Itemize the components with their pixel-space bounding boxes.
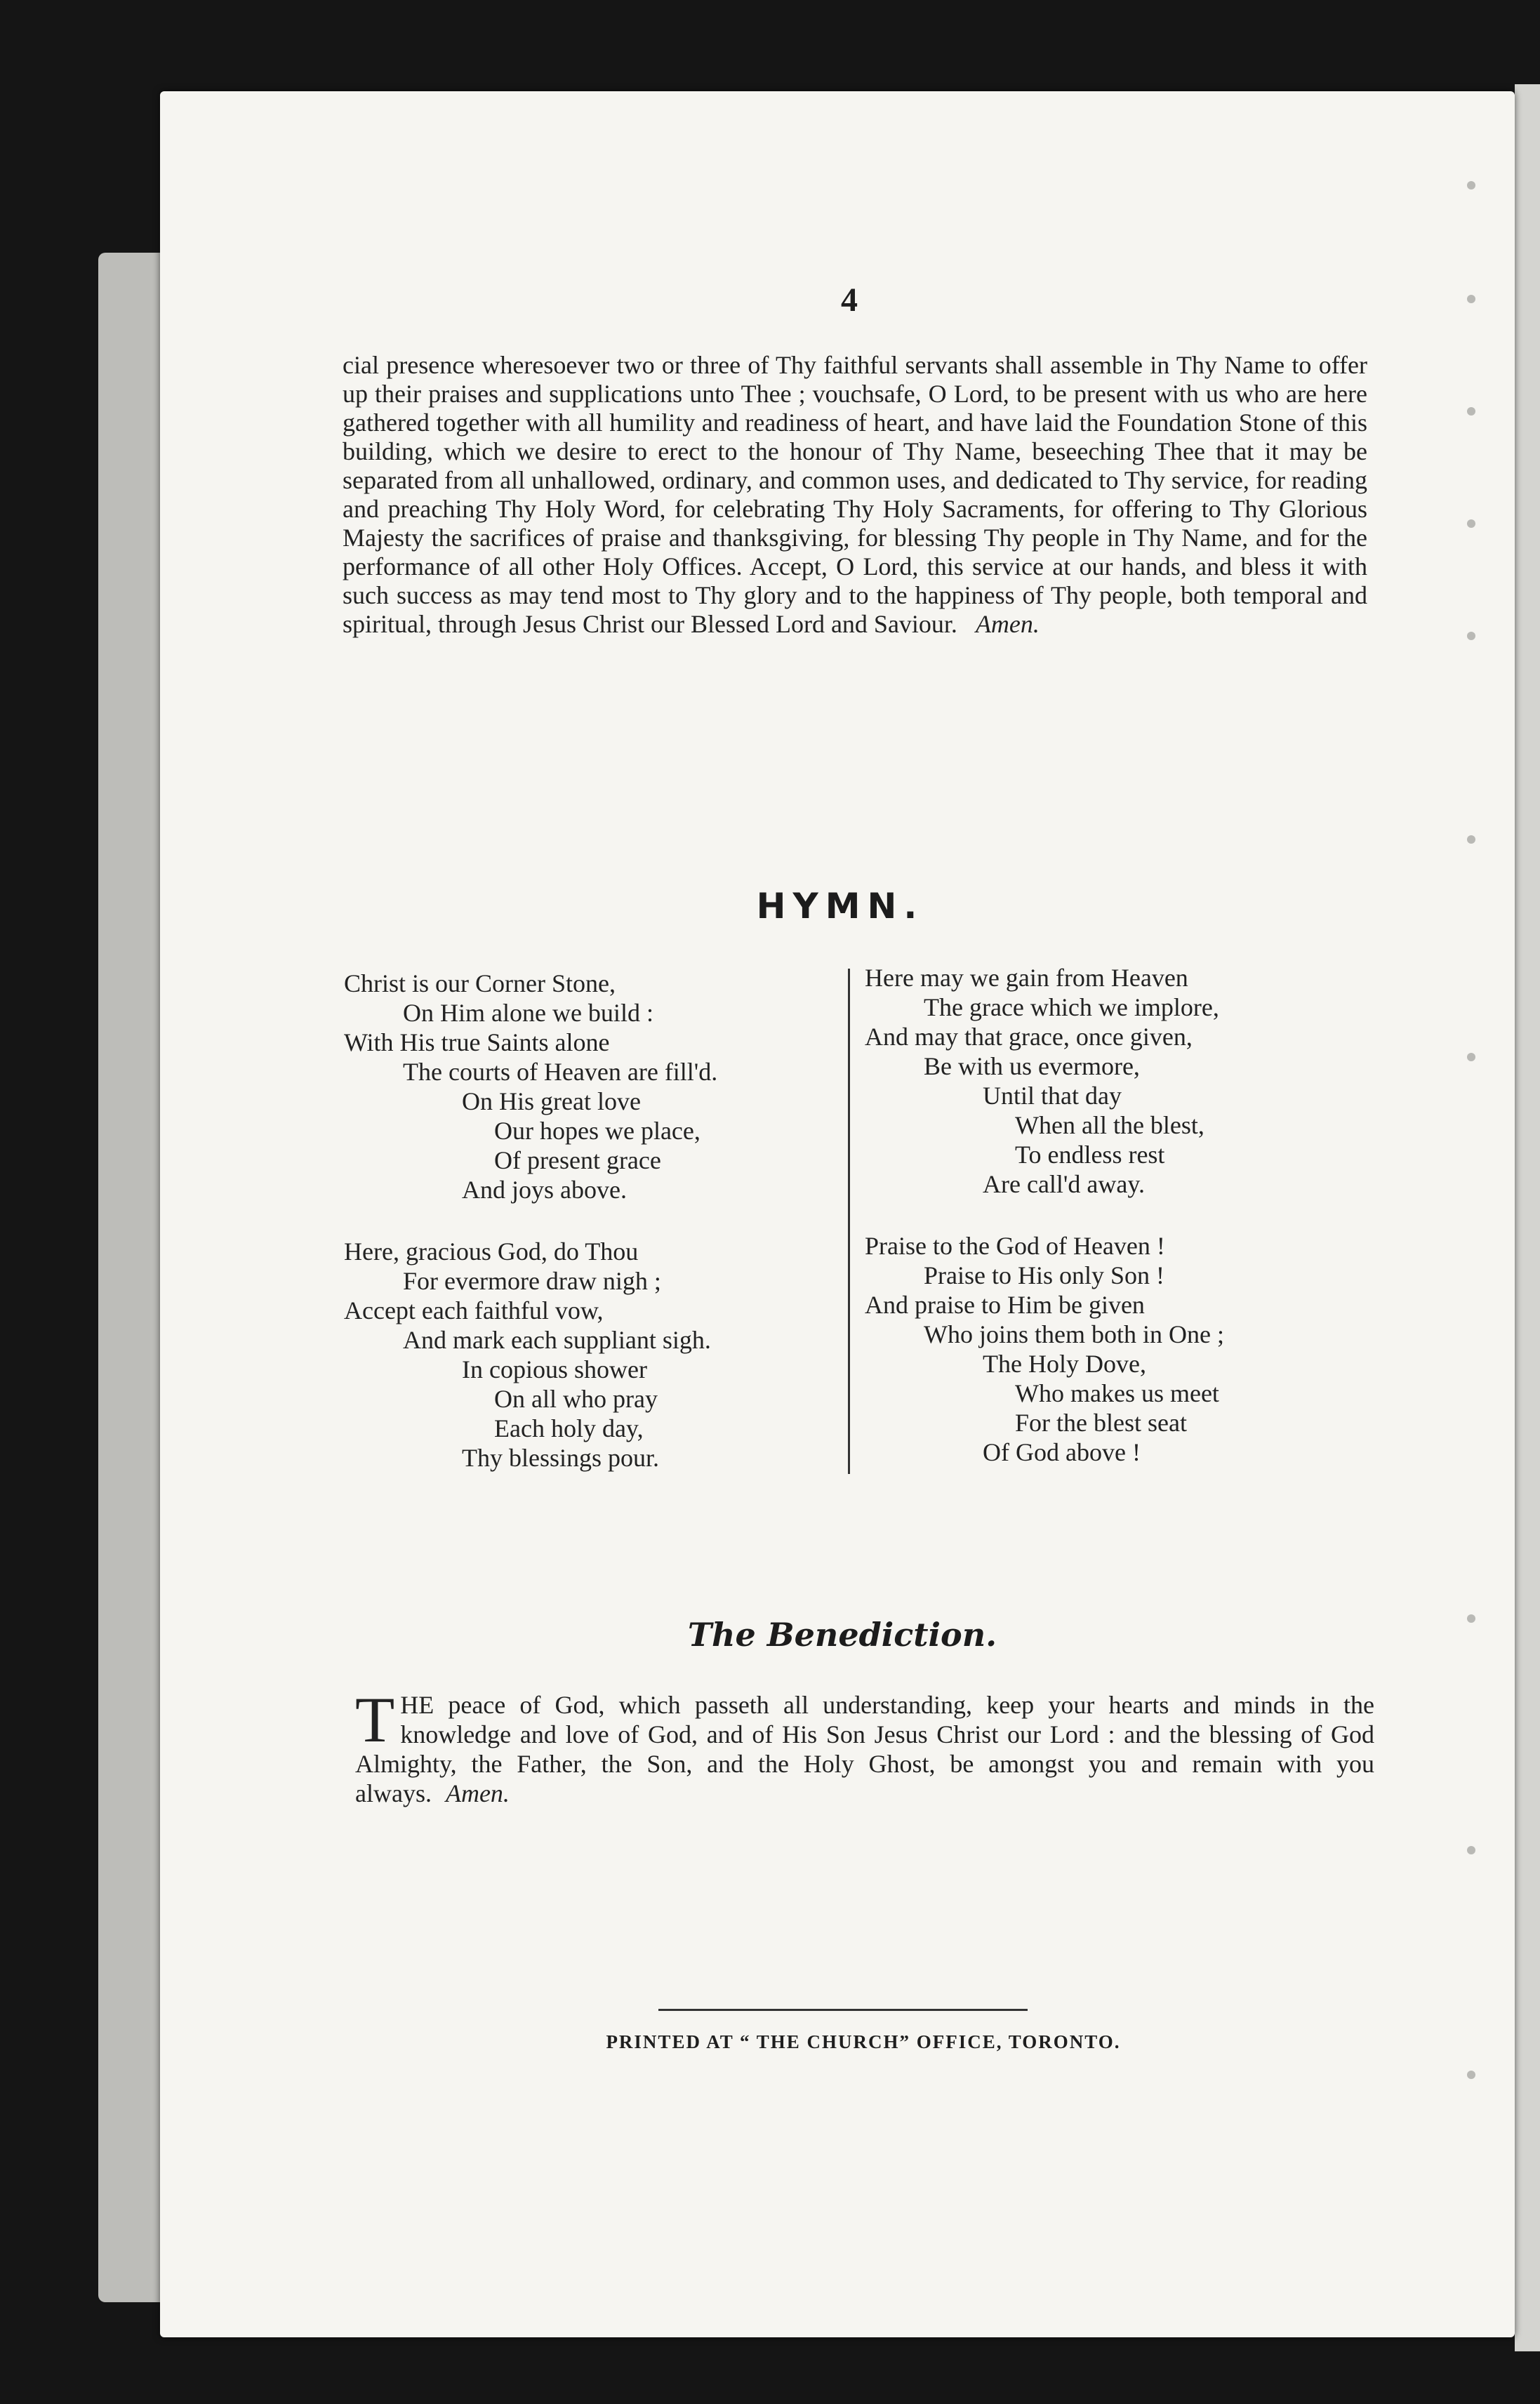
hymn-line: When all the blest, bbox=[1015, 1111, 1204, 1139]
hymn-stanza-2 bbox=[344, 1237, 835, 1473]
printer-imprint: PRINTED AT “ THE CHURCH” OFFICE, TORONTO. bbox=[606, 2031, 1121, 2052]
hymn-line: Of God above ! bbox=[983, 1438, 1141, 1466]
hymn-line: Praise to the God of Heaven ! bbox=[865, 1232, 1165, 1260]
hymn-line: And praise to Him be given bbox=[865, 1291, 1145, 1319]
hymn-line: Our hopes we place, bbox=[494, 1117, 701, 1145]
hymn-line: Thy blessings pour. bbox=[462, 1444, 660, 1472]
hymn-stanza-3 bbox=[865, 963, 1398, 1199]
hymn-line: The courts of Heaven are fill'd. bbox=[403, 1058, 718, 1086]
hymn-line: For the blest seat bbox=[1015, 1409, 1187, 1437]
hymn-line: Of present grace bbox=[494, 1146, 661, 1174]
hymn-line: For evermore draw nigh ; bbox=[403, 1267, 661, 1295]
benediction-paragraph bbox=[355, 1684, 1374, 1808]
page-number: 4 bbox=[841, 281, 858, 319]
hymn-line: Accept each faithful vow, bbox=[344, 1296, 604, 1324]
hymn-line: Be with us evermore, bbox=[924, 1052, 1140, 1080]
hymn-line: Here may we gain from Heaven bbox=[865, 964, 1188, 992]
prayer-paragraph bbox=[343, 351, 1367, 639]
benediction-dropcap: T bbox=[355, 1684, 395, 1755]
hymn-line: The Holy Dove, bbox=[983, 1350, 1146, 1378]
hymn-line: Who joins them both in One ; bbox=[924, 1320, 1224, 1348]
benediction-title: The Benediction. bbox=[687, 1616, 997, 1654]
hymn-line: And joys above. bbox=[462, 1176, 627, 1204]
prayer-amen: Amen. bbox=[975, 610, 1040, 638]
hymn-stanza-1 bbox=[344, 969, 835, 1204]
hymn-line: Are call'd away. bbox=[983, 1170, 1146, 1198]
punch-hole bbox=[1467, 835, 1475, 844]
hymn-line: On Him alone we build : bbox=[403, 999, 653, 1027]
punch-hole bbox=[1467, 1053, 1475, 1061]
hymn-line: With His true Saints alone bbox=[344, 1028, 610, 1056]
hymn-line: Here, gracious God, do Thou bbox=[344, 1237, 639, 1266]
hymn-title: HYMN. bbox=[756, 886, 924, 927]
benediction-text: HE peace of God, which passeth all understanding, keep your hearts and minds in the knowledge and love of God, and of His Son Jesus Christ our Lord : and the blessing of God Almighty, the Father, the Son, and the Holy Ghost, be amongst you and remain with you always. bbox=[355, 1691, 1374, 1807]
punch-hole bbox=[1467, 1846, 1475, 1854]
hymn-line: In copious shower bbox=[462, 1355, 647, 1383]
hymn-line: The grace which we implore, bbox=[924, 993, 1219, 1021]
hymn-line: And may that grace, once given, bbox=[865, 1023, 1193, 1051]
hymn-line: And mark each suppliant sigh. bbox=[403, 1326, 711, 1354]
page-right-edge bbox=[1515, 84, 1540, 2351]
hymn-line: On all who pray bbox=[494, 1385, 658, 1413]
hymn-line: To endless rest bbox=[1015, 1141, 1165, 1169]
hymn-line: Praise to His only Son ! bbox=[924, 1261, 1165, 1289]
benediction-amen: Amen. bbox=[445, 1779, 510, 1807]
hymn-line: Each holy day, bbox=[494, 1414, 644, 1442]
hymn-line: Who makes us meet bbox=[1015, 1379, 1219, 1407]
punch-hole bbox=[1467, 632, 1475, 640]
hymn-column-divider bbox=[848, 969, 850, 1474]
punch-hole bbox=[1467, 181, 1475, 190]
hymn-line: Until that day bbox=[983, 1082, 1122, 1110]
punch-hole bbox=[1467, 519, 1475, 528]
hymn-line: On His great love bbox=[462, 1087, 641, 1115]
hymn-line: Christ is our Corner Stone, bbox=[344, 969, 616, 997]
prayer-text: cial presence wheresoever two or three of Thy faithful servants shall assemble in Thy Name to offer up their praises and supplications unto Thee ; vouchsafe, O Lord, to be present with us who are here gathered together with all humility and readiness of heart, and have laid the Foundation Stone of this building, which we desire to erect to the honour of Thy Name, beseeching Thee that it may be separated from all unhallowed, ordinary, and common uses, and dedicated to Thy service, for reading and preaching Thy Holy Word, for celebrating Thy Holy Sacraments, for offering to Thy Glorious Majesty the sacrifices of praise and thanksgiving, for blessing Thy people in Thy Name, and for the performance of all other Holy Offices. Accept, O Lord, this service at our hands, and bless it with such success as may tend most to Thy glory and to the happiness of Thy people, both temporal and spiritual, through Jesus Christ our Blessed Lord and Saviour. bbox=[343, 351, 1367, 638]
hymn-stanza-4 bbox=[865, 1231, 1398, 1467]
hymn-left-column bbox=[344, 969, 835, 1505]
hymn-right-column bbox=[865, 963, 1398, 1499]
punch-hole bbox=[1467, 295, 1475, 303]
punch-hole bbox=[1467, 2071, 1475, 2079]
imprint-rule bbox=[658, 2009, 1028, 2011]
punch-hole bbox=[1467, 407, 1475, 416]
